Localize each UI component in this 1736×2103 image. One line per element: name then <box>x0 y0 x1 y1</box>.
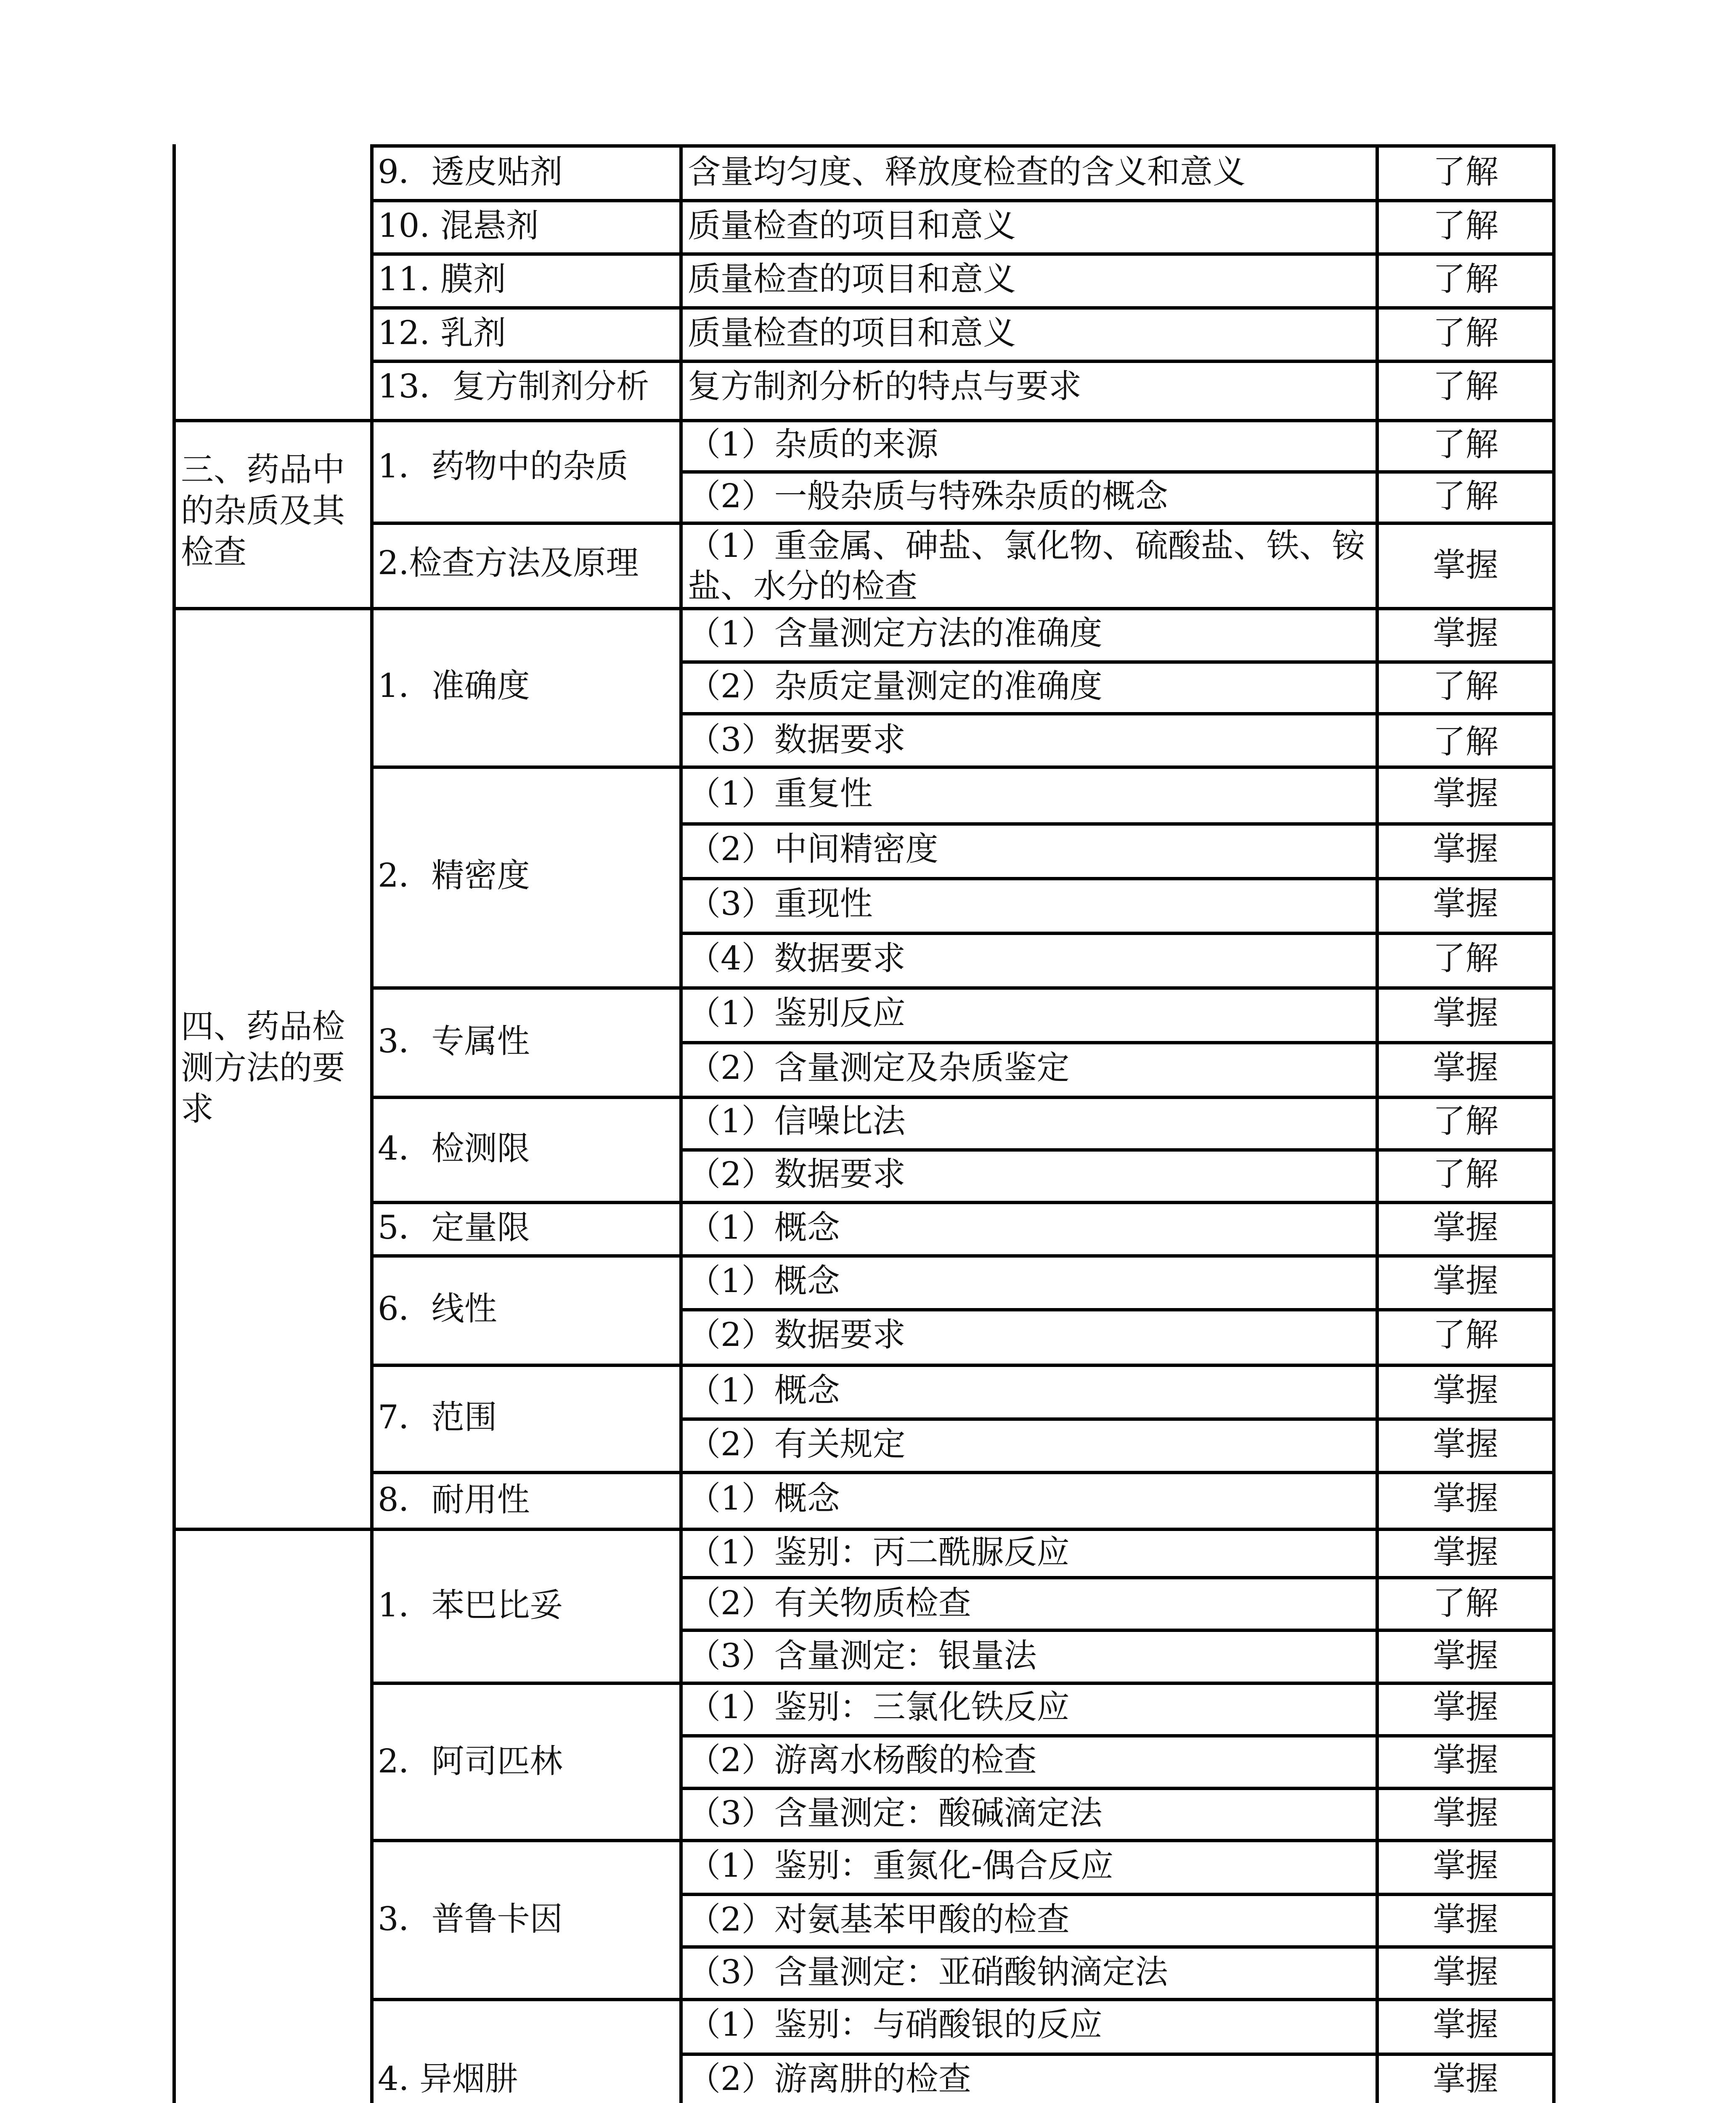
table-rule <box>679 1576 1556 1579</box>
level-cell: 掌握 <box>1432 1372 1498 1409</box>
point-cell: （2）含量测定及杂质鉴定 <box>688 1049 1070 1087</box>
level-cell: 掌握 <box>1432 1741 1498 1779</box>
point-cell: （1）重复性 <box>688 775 873 813</box>
level-cell: 掌握 <box>1432 1049 1498 1087</box>
level-cell: 掌握 <box>1432 614 1498 652</box>
subunit-cell: 2．阿司匹林 <box>378 1743 563 1780</box>
level-cell: 了解 <box>1432 1584 1498 1622</box>
level-cell: 掌握 <box>1432 994 1498 1032</box>
table-rule <box>679 1148 1556 1152</box>
point-cell: 质量检查的项目和意义 <box>688 314 1016 352</box>
level-cell: 掌握 <box>1432 1901 1498 1939</box>
table-rule <box>679 660 1556 664</box>
point-cell: （2）中间精密度 <box>688 830 938 868</box>
point-cell: （1）鉴别：重氮化-偶合反应 <box>688 1847 1113 1885</box>
level-cell: 掌握 <box>1432 1953 1498 1991</box>
subunit-cell: 3．普鲁卡因 <box>378 1900 563 1938</box>
level-cell: 了解 <box>1432 723 1498 761</box>
level-cell: 了解 <box>1432 1316 1498 1354</box>
level-cell: 了解 <box>1432 477 1498 515</box>
subunit-cell: 10. 混悬剂 <box>378 207 539 245</box>
table-rule <box>172 419 1556 422</box>
level-cell: 了解 <box>1432 667 1498 705</box>
table-rule <box>679 822 1556 826</box>
subunit-cell: 2．精密度 <box>378 857 530 895</box>
point-cell: （1）鉴别：三氯化铁反应 <box>688 1688 1070 1726</box>
point-cell: （2）有关规定 <box>688 1425 906 1463</box>
subunit-cell: 1．苯巴比妥 <box>378 1587 563 1624</box>
point-cell: （1）含量测定方法的准确度 <box>688 614 1103 652</box>
table-rule <box>679 470 1556 474</box>
subunit-cell: 9．透皮贴剂 <box>378 153 563 191</box>
subunit-cell: 7．范围 <box>378 1398 497 1436</box>
point-cell: （1）信噪比法 <box>688 1102 906 1140</box>
level-cell: 了解 <box>1432 1102 1498 1140</box>
table-rule <box>679 1041 1556 1044</box>
table-rule <box>679 1308 1556 1311</box>
table-rule <box>679 712 1556 715</box>
point-cell: （3）含量测定：酸碱滴定法 <box>688 1794 1103 1832</box>
level-cell: 掌握 <box>1432 1209 1498 1247</box>
level-cell: 掌握 <box>1432 1480 1498 1518</box>
table-rule <box>679 2053 1556 2056</box>
table-rule <box>172 607 1556 610</box>
level-cell: 了解 <box>1432 426 1498 464</box>
level-cell: 了解 <box>1432 1155 1498 1193</box>
point-cell: （2）游离肼的检查 <box>688 2060 971 2098</box>
level-cell: 掌握 <box>1432 830 1498 868</box>
subunit-cell: 1．准确度 <box>378 667 530 705</box>
subunit-cell: 3．专属性 <box>378 1022 530 1060</box>
point-cell: （3）含量测定：银量法 <box>688 1637 1037 1675</box>
point-cell: （2）一般杂质与特殊杂质的概念 <box>688 477 1168 515</box>
point-cell: （2）数据要求 <box>688 1155 906 1193</box>
unit-cell: 四、药品检测方法的要求 <box>181 1008 345 1128</box>
point-cell: （1）鉴别：丙二酰脲反应 <box>688 1534 1070 1571</box>
level-cell: 了解 <box>1432 153 1498 191</box>
point-cell: （3）重现性 <box>688 885 873 923</box>
level-cell: 掌握 <box>1432 885 1498 923</box>
unit-cell: 三、药品中的杂质及其检查 <box>181 451 345 571</box>
point-cell: （2）游离水杨酸的检查 <box>688 1741 1037 1779</box>
point-cell: （1）概念 <box>688 1372 840 1409</box>
table-rule <box>679 1734 1556 1737</box>
point-cell: （3）含量测定：亚硝酸钠滴定法 <box>688 1953 1168 1991</box>
subunit-cell: 1．药物中的杂质 <box>378 448 628 485</box>
table-rule <box>679 1945 1556 1949</box>
level-cell: 掌握 <box>1432 546 1498 584</box>
table-rule <box>370 144 374 2103</box>
point-cell: （2）有关物质检查 <box>688 1584 971 1622</box>
level-cell: 掌握 <box>1432 1534 1498 1571</box>
point-cell: 复方制剂分析的特点与要求 <box>688 368 1082 405</box>
subunit-cell: 8．耐用性 <box>378 1481 530 1519</box>
table-rule <box>172 144 176 2103</box>
point-cell: （2）对氨基苯甲酸的检查 <box>688 1901 1070 1939</box>
point-cell: （3）数据要求 <box>688 721 906 759</box>
level-cell: 了解 <box>1432 368 1498 405</box>
level-cell: 掌握 <box>1432 1637 1498 1675</box>
subunit-cell: 11. 膜剂 <box>378 260 506 298</box>
level-cell: 掌握 <box>1432 1262 1498 1300</box>
subunit-cell: 4．检测限 <box>378 1130 530 1168</box>
table-rule <box>679 1787 1556 1790</box>
level-cell: 掌握 <box>1432 1425 1498 1463</box>
table-rule <box>172 1528 1556 1531</box>
point-cell: （1）鉴别：与硝酸银的反应 <box>688 2006 1103 2044</box>
point-cell: （4）数据要求 <box>688 940 906 977</box>
table-rule <box>679 1417 1556 1421</box>
point-cell: （1）概念 <box>688 1209 840 1247</box>
level-cell: 掌握 <box>1432 1847 1498 1885</box>
level-cell: 了解 <box>1432 260 1498 298</box>
subunit-cell: 5．定量限 <box>378 1209 530 1247</box>
subunit-cell: 4. 异烟肼 <box>378 2060 518 2098</box>
table-rule <box>1376 144 1379 2103</box>
level-cell: 掌握 <box>1432 1688 1498 1726</box>
point-cell: （2）数据要求 <box>688 1316 906 1354</box>
subunit-cell: 12. 乳剂 <box>378 314 506 352</box>
subunit-cell: 2.检查方法及原理 <box>378 544 639 582</box>
level-cell: 掌握 <box>1432 2006 1498 2044</box>
table-rule <box>1552 144 1556 2103</box>
table-rule <box>679 1893 1556 1896</box>
level-cell: 掌握 <box>1432 1794 1498 1832</box>
point-cell: （1）概念 <box>688 1480 840 1518</box>
subunit-cell: 6．线性 <box>378 1290 497 1328</box>
table-rule <box>679 932 1556 935</box>
point-cell: （2）杂质定量测定的准确度 <box>688 667 1103 705</box>
point-cell: 质量检查的项目和意义 <box>688 260 1016 298</box>
level-cell: 了解 <box>1432 314 1498 352</box>
point-cell: （1）杂质的来源 <box>688 426 938 464</box>
level-cell: 了解 <box>1432 207 1498 245</box>
point-cell: 质量检查的项目和意义 <box>688 207 1016 245</box>
table-rule <box>679 144 683 2103</box>
point-cell: 含量均匀度、释放度检查的含义和意义 <box>688 153 1246 191</box>
table-rule <box>679 877 1556 880</box>
subunit-cell: 13．复方制剂分析 <box>378 368 649 405</box>
level-cell: 掌握 <box>1432 775 1498 813</box>
level-cell: 掌握 <box>1432 2060 1498 2098</box>
level-cell: 了解 <box>1432 940 1498 977</box>
point-cell: （1）重金属、砷盐、氯化物、硫酸盐、铁、铵盐、水分的检查 <box>688 527 1365 605</box>
point-cell: （1）概念 <box>688 1262 840 1300</box>
table-rule <box>679 1629 1556 1632</box>
point-cell: （1）鉴别反应 <box>688 994 906 1032</box>
